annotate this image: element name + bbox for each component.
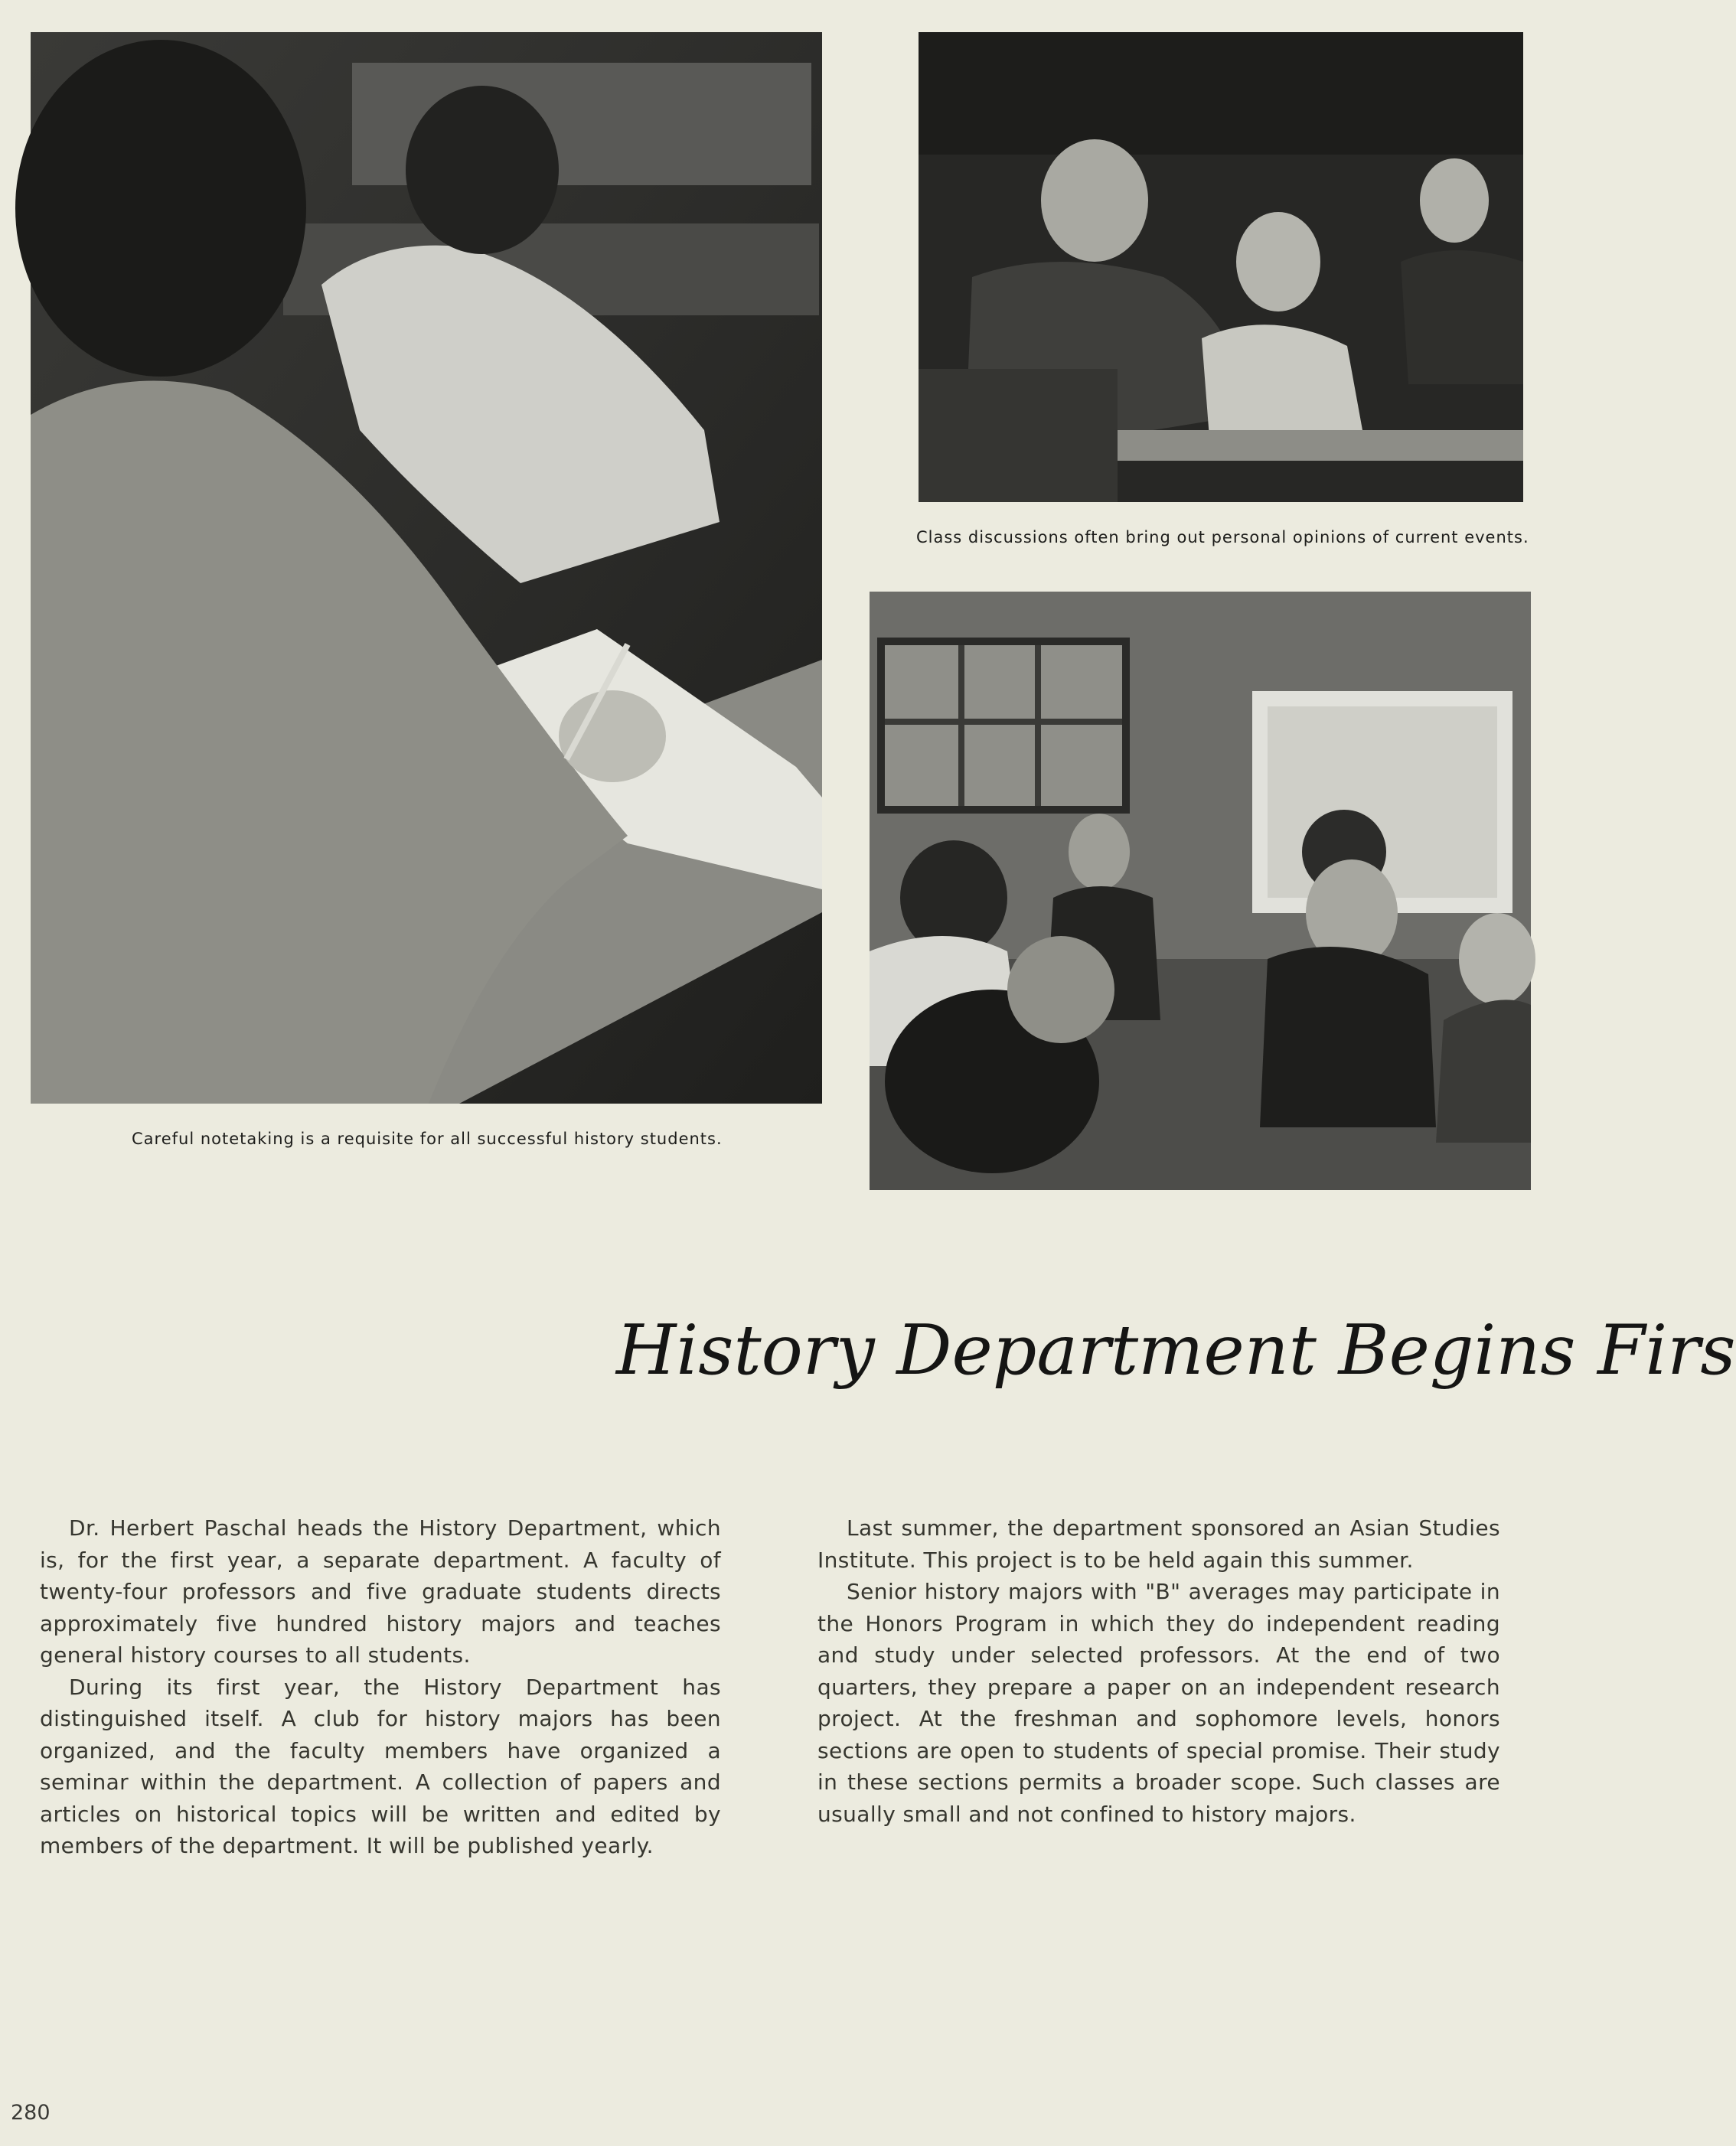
photo-notetaking [31,32,822,1104]
page-number: 280 [11,2101,51,2125]
article-paragraph: Last summer, the department sponsored an Asian Studies Institute. This project is to be held again this summer. [817,1515,1500,1573]
article-paragraph: During its first year, the History Department has distinguished itself. A club for history majors has been organized, and the faculty members have organized a seminar within the department. A collection of papers and articles on historical topics will be written and edited by members of the department. It will be published yearly. [40,1674,721,1858]
photo-discussion [919,32,1523,502]
photo-map-lecture [870,592,1531,1190]
map-lecture-photo-image [870,592,1531,1190]
article-paragraph: Senior history majors with "B" averages may participate in the Honors Program in which they do independent reading and study under selected professors. At the end of two quarters, they prepare a paper on an independent research project. At the freshman and sophomore levels, honors sections are open to students of special promise. Their study in these sections permits a broader scope. Such classes are usually small and not confined to history majors. [817,1579,1500,1827]
discussion-photo-image [919,32,1523,502]
caption-notetaking: Careful notetaking is a requisite for all successful history students. [132,1130,723,1148]
article-left-column [40,1512,721,1862]
article-right-column [817,1512,1500,1830]
notetaking-photo-image [31,32,822,1104]
page-headline: History Department Begins Firs [616,1310,1736,1391]
article-paragraph: Dr. Herbert Paschal heads the History Department, which is, for the first year, a separate department. A faculty of twenty-four professors and five graduate students directs approximately five hundred history majors and teaches general history courses to all students. [40,1515,721,1668]
caption-discussion: Class discussions often bring out personal opinions of current events. [916,528,1529,546]
